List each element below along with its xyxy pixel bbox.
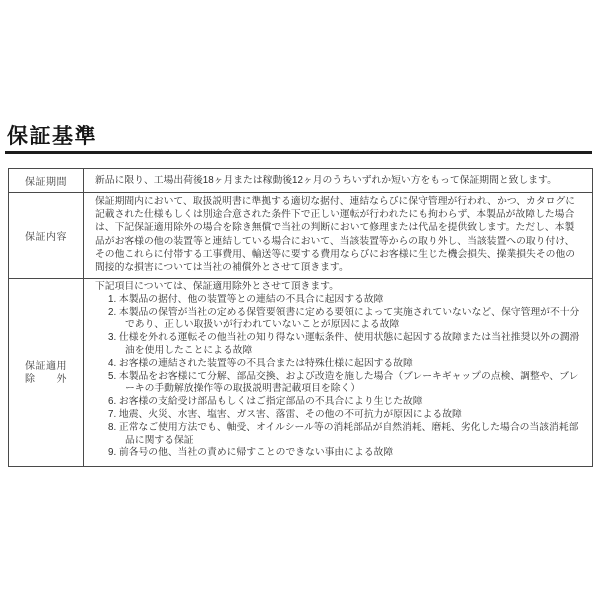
text-line: 保証適用 [25,360,67,372]
text-line: その他これらに付帯する工事費用、輸送等に要する費用ならびにお客様に生じた機会損失、操業損失その他の [95,248,576,260]
page-title: 保証基準 [7,125,97,148]
text-line: 間接的な損害については当社の補償外とさせて頂きます。 [95,262,349,274]
warranty-exclusions-content [84,279,592,466]
text-line: 油を使用したことによる故障 [125,344,253,356]
text-line: 品に関する保証 [125,434,194,446]
text-line: 2. 本製品の保管が当社の定める保管要領書に定める要領によって実施されていないなど、保守管理が不十分 [108,306,580,318]
text-line: 6. お客様の支給受け部品もしくはご指定部品の不具合により生じた故障 [108,396,423,408]
text-line: 除 外 [25,373,67,385]
text-line: 3. 仕様を外れる運転その他当社の知り得ない運転条件、使用状態に起因する故障または当社推奨以外の潤滑 [108,332,580,344]
row-label-warranty-period: 保証期間 [9,169,84,192]
table-row-warranty-coverage [9,192,592,278]
text-line: 9. 前各号の他、当社の責めに帰すことのできない事由による故障 [108,447,394,459]
table-row-warranty-period [9,169,592,192]
row-label-warranty-coverage: 保証内容 [9,193,84,278]
text-line: であり、正しい取扱いが行われていないことが原因による故障 [125,319,400,331]
text-line: 品がお客様の他の装置等と連結している場合において、当該装置等からの取り外し、当該装置への取り付け、 [95,235,575,247]
text-line: 保証期間内において、取扱説明書に準拠する適切な据付、連結ならびに保守管理が行われ、かつ、カタログに [95,196,576,207]
warranty-table [8,168,593,467]
warranty-period-content [84,169,592,192]
text-line: 記載された仕様もしくは別途合意された条件下で正しい運転が行われたにも拘わらず、本製品が故障した場合 [95,209,575,221]
text-line: ーキの手動解放操作等の取扱説明書記載項目を除く） [125,383,361,395]
table-row-warranty-exclusions [9,278,592,466]
text-line: 1. 本製品の据付、他の装置等との連結の不具合に起因する故障 [108,293,384,305]
title-rule [5,151,592,154]
text-line: は、下記保証適用除外の場合を除き無償で当社の判断において修理または代品を提供致します。ただし、本製 [95,222,575,234]
text-line: 8. 正常なご使用方法でも、軸受、オイルシール等の消耗部品が自然消耗、磨耗、劣化した場合の当該消耗部 [108,421,579,433]
text-line: 5. 本製品をお客様にて分解、部品交換、および改造を施した場合（ブレーキギャップの点検、調整や、ブレ [108,370,579,382]
text-line: 4. お客様の連結された装置等の不具合または特殊仕様に起因する故障 [108,357,413,369]
text-line: 7. 地震、火災、水害、塩害、ガス害、落雷、その他の不可抗力が原因による故障 [108,408,462,420]
warranty-coverage-content [84,193,592,278]
text-line: 新品に限り、工場出荷後18ヶ月または稼動後12ヶ月のうちいずれか短い方をもって保証期間と致します。 [95,175,557,186]
text-line: 下記項目については、保証適用除外とさせて頂きます。 [95,281,339,292]
row-label-warranty-exclusions [9,279,84,466]
